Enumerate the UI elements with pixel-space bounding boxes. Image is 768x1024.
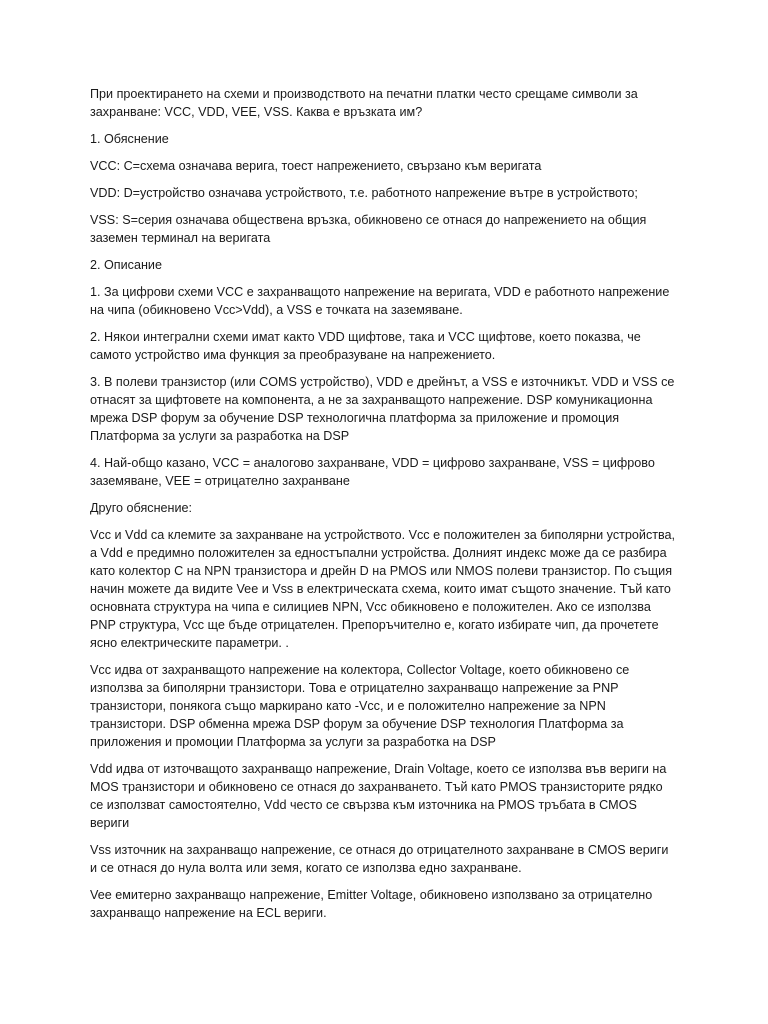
document-body — [90, 85, 678, 931]
section-heading-explanation: 1. Обяснение — [90, 132, 169, 146]
vcc-vdd-paragraph: Vcc и Vdd са клемите за захранване на устройството. Vcc е положителен за биполярни устройства, а Vdd е предимно положителен за едностъпални устройства. Долният индекс може да се разбира като колектор C на NPN транзистора и дрейн D на PMOS или NMOS полеви транзистор. По същия начин можете да видите Vee и Vss в електрическата схема, които имат същото значение. Тъй като основната структура на чипа е силициев NPN, Vcc обикновено е положителен. Ако се използва PNP структура, Vcc ще бъде отрицателен. Препоръчително е, когато избирате чип, да прочетете ясно електрическите параметри. . — [90, 528, 676, 650]
vss-definition: VSS: S=серия означава обществена връзка, обикновено се отнася до напрежението на общия заземен терминал на веригата — [90, 213, 647, 245]
description-item-1: 1. За цифрови схеми VCC е захранващото напрежение на веригата, VDD е работното напрежение на чипа (обикновено Vcc>Vdd), а VSS е точката на заземяване. — [90, 285, 670, 317]
description-item-3: 3. В полеви транзистор (или COMS устройство), VDD е дрейнът, а VSS е източникът. VDD и VSS се отнасят за щифтовете на компонента, а не за захранващото напрежение. DSP комуникационна мрежа DSP форум за обучение DSP технологична платформа за приложение и промоция Платформа за услуги за разработка на DSP — [90, 375, 675, 443]
vdd-definition: VDD: D=устройство означава устройството, т.е. работното напрежение вътре в устройството; — [90, 186, 638, 200]
vcc-collector-paragraph: Vcc идва от захранващото напрежение на колектора, Collector Voltage, което обикновено се използва за биполярни транзистори. Това е отрицателно захранващо напрежение за PNP транзистори, понякога също маркирано като -Vcc, и е положително напрежение за NPN транзистори. DSP обменна мрежа DSP форум за обучение DSP технология Платформа за приложения и промоции Платформа за услуги за разработка на DSP — [90, 663, 630, 749]
other-explanation-heading: Друго обяснение: — [90, 501, 193, 515]
vee-emitter-paragraph: Vee емитерно захранващо напрежение, Emitter Voltage, обикновено използвано за отрицателно захранващо напрежение на ECL вериги. — [90, 888, 653, 920]
description-item-2: 2. Някои интегрални схеми имат както VDD щифтове, така и VCC щифтове, което показва, че самото устройство има функция за преобразуване на напрежението. — [90, 330, 641, 362]
description-item-4: 4. Най-общо казано, VCC = аналогово захранване, VDD = цифрово захранване, VSS = цифрово заземяване, VEE = отрицателно захранване — [90, 456, 655, 488]
vdd-drain-paragraph: Vdd идва от източващото захранващо напрежение, Drain Voltage, което се използва във вериги на MOS транзистори и обикновено се отнася до захранването. Тъй като PMOS транзисторите рядко се използват самостоятелно, Vdd често се свързва към източника на PMOS тръбата в CMOS вериги — [90, 762, 667, 830]
intro-paragraph: При проектирането на схеми и производството на печатни платки често срещаме символи за захранване: VCC, VDD, VEE, VSS. Каква е връзката им? — [90, 87, 638, 119]
section-heading-description: 2. Описание — [90, 258, 162, 272]
vcc-definition: VCC: C=схема означава верига, тоест напрежението, свързано към веригата — [90, 159, 542, 173]
vss-source-paragraph: Vss източник на захранващо напрежение, се отнася до отрицателното захранване в CMOS вериги и се отнася до нула волта или земя, когато се използва едно захранване. — [90, 843, 669, 875]
